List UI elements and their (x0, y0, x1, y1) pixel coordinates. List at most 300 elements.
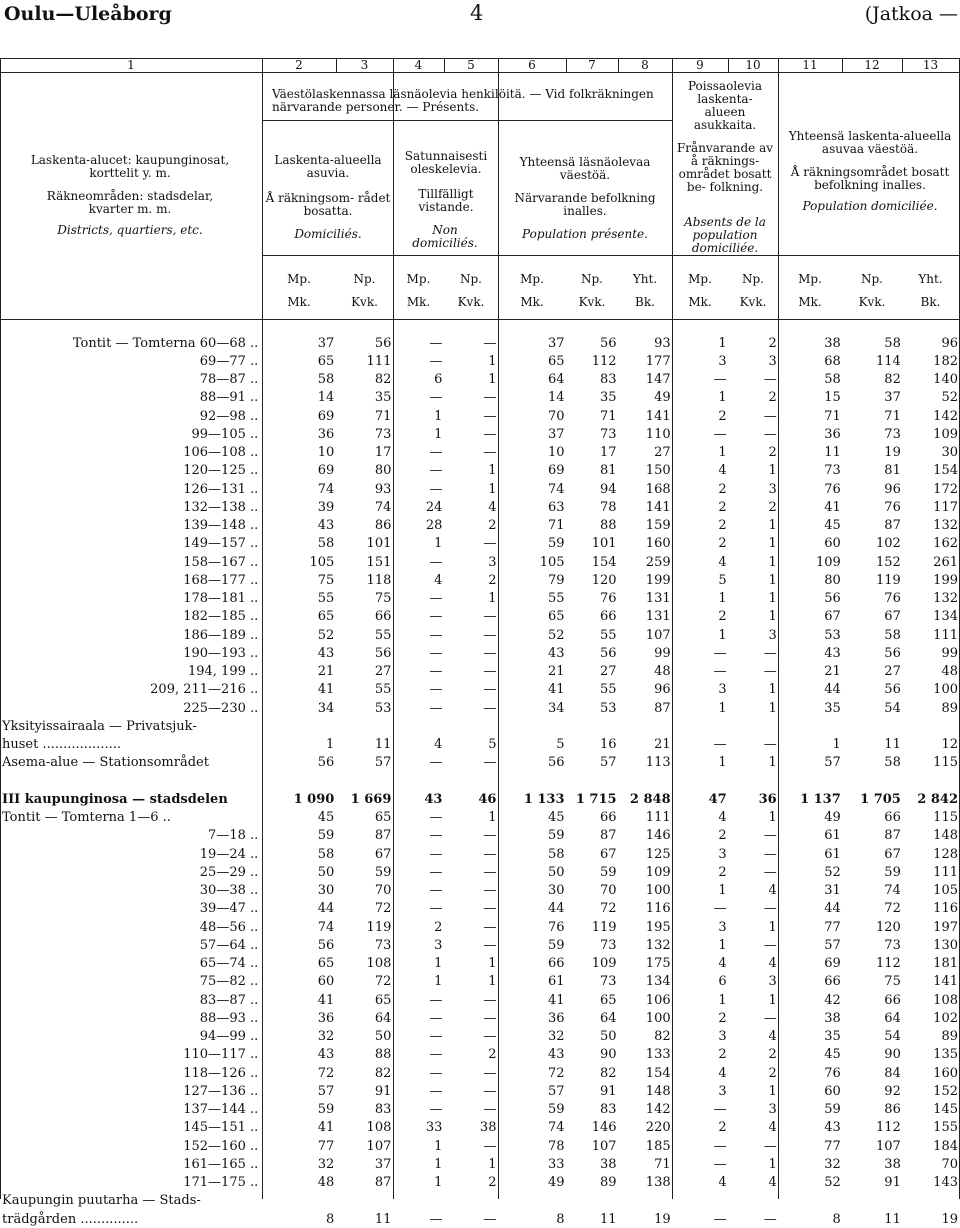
col678-sv: Närvarande befolkning inalles. (514, 191, 656, 218)
cell-value: 2 (768, 445, 777, 461)
cell-value: 35 (374, 390, 392, 406)
table-row (0, 407, 960, 425)
table-row (0, 444, 960, 462)
cell-value: 11 (884, 737, 901, 753)
cell-value: 30 (317, 883, 335, 899)
cell-value: 3 (718, 682, 727, 698)
cell-value: 1 (488, 974, 497, 990)
cell-value: — (483, 390, 497, 406)
table-row (0, 790, 960, 808)
cell-value: 154 (933, 463, 958, 479)
cell-value: 15 (824, 390, 841, 406)
table-row (0, 1210, 960, 1228)
cell-value: — (713, 1211, 727, 1227)
cell-value: 4 (718, 554, 727, 570)
cell-value: 93 (654, 335, 671, 351)
cell-value: 111 (933, 864, 958, 880)
cell-value: 38 (479, 1120, 497, 1136)
cell-value: 59 (824, 1102, 841, 1118)
cell-value: 100 (645, 1010, 671, 1026)
cell-value (336, 1192, 393, 1210)
cell-value: 36 (317, 1010, 335, 1026)
row-label: 126—131 .. (183, 481, 259, 497)
cell-value: 1 (434, 974, 443, 990)
table-row (0, 389, 960, 407)
cell-value: 1 (718, 937, 727, 953)
cell-value (336, 772, 393, 790)
cell-value: 41 (317, 992, 335, 1008)
cell-value: 182 (933, 353, 958, 369)
cell-value: 48 (654, 664, 671, 680)
cell-value: 109 (815, 554, 841, 570)
cell-value: 111 (645, 810, 671, 826)
cell-value: 1 (488, 810, 497, 826)
cell-value: 43 (547, 645, 565, 661)
cell-value: 67 (824, 609, 841, 625)
cell-value: — (483, 755, 497, 771)
cell-value: 35 (600, 390, 617, 406)
cell-value: — (429, 1029, 443, 1045)
cell-value: 3 (768, 627, 777, 643)
cell-value (843, 1192, 903, 1210)
table-row (0, 1137, 960, 1155)
cell-value: 2 (718, 609, 727, 625)
cell-value: 65 (600, 992, 617, 1008)
cell-value: 83 (600, 1102, 617, 1118)
unit-label: Mk. (520, 295, 544, 309)
cell-value: 143 (933, 1175, 958, 1191)
cell-value: 41 (317, 1120, 335, 1136)
cell-value: 109 (591, 956, 617, 972)
cell-value (619, 1192, 673, 1210)
cell-value: 91 (884, 1175, 901, 1191)
cell-value: — (713, 1138, 727, 1154)
cell-value: 8 (832, 1211, 841, 1227)
cell-value: — (483, 937, 497, 953)
cell-value: 56 (374, 645, 392, 661)
table-row (0, 480, 960, 498)
table-row (0, 736, 960, 754)
table-row (0, 699, 960, 717)
cell-value: 3 (768, 1102, 777, 1118)
cell-value: 1 (718, 883, 727, 899)
table-row (0, 1119, 960, 1137)
cell-value: 56 (317, 937, 335, 953)
cell-value: 16 (600, 737, 617, 753)
cell-value: — (713, 372, 727, 388)
cell-value: 1 (434, 426, 443, 442)
cell-value: 155 (933, 1120, 958, 1136)
table-row (0, 681, 960, 699)
cell-value: — (713, 426, 727, 442)
cell-value: — (429, 609, 443, 625)
cell-value: 114 (876, 353, 901, 369)
cell-value: 4 (768, 883, 777, 899)
row-label: 19—24 .. (199, 846, 259, 862)
cell-value: — (483, 901, 497, 917)
cell-value: 76 (600, 591, 617, 607)
cell-value: 74 (547, 481, 565, 497)
cell-value: 71 (374, 408, 392, 424)
cell-value: — (483, 1083, 497, 1099)
cell-value: — (763, 426, 777, 442)
cell-value: — (483, 645, 497, 661)
cell-value: 56 (600, 335, 617, 351)
cell-value (619, 717, 673, 735)
cell-value: 100 (645, 883, 671, 899)
cell-value: — (483, 445, 497, 461)
table-row (0, 644, 960, 662)
cell-value: 45 (824, 1047, 841, 1063)
cell-value: 4 (768, 1175, 777, 1191)
cell-value (729, 717, 779, 735)
row-label: 186—189 .. (183, 627, 259, 643)
row-label: 194, 199 .. (187, 664, 259, 680)
row-label: trädgården .............. (2, 1211, 139, 1227)
cell-value: 1 (488, 353, 497, 369)
cell-value: — (763, 1211, 777, 1227)
row-label: 182—185 .. (183, 609, 259, 625)
cell-value: 45 (317, 810, 335, 826)
cell-value: 38 (884, 1156, 901, 1172)
cell-value: 61 (824, 846, 841, 862)
row-label: 171—175 .. (183, 1175, 259, 1191)
cell-value (619, 772, 673, 790)
cell-value: 5 (488, 737, 497, 753)
cell-value: 131 (645, 609, 671, 625)
cell-value: 65 (374, 992, 392, 1008)
cell-value: 71 (654, 1156, 671, 1172)
cell-value: 87 (374, 1175, 392, 1191)
cell-value: 52 (824, 864, 841, 880)
row-label: 161—165 .. (183, 1156, 259, 1172)
cell-value: 160 (645, 536, 671, 552)
table-row (0, 1192, 960, 1210)
cell-value (673, 772, 729, 790)
cell-value: 10 (317, 445, 335, 461)
cell-value: — (429, 335, 443, 351)
cell-value: 131 (645, 591, 671, 607)
cell-value: — (483, 700, 497, 716)
cell-value: 3 (718, 1029, 727, 1045)
cell-value: — (763, 901, 777, 917)
cell-value: 1 (434, 1156, 443, 1172)
cell-value: 56 (317, 755, 335, 771)
cell-value: 41 (547, 682, 565, 698)
cell-value: — (429, 390, 443, 406)
cell-value: 48 (317, 1175, 335, 1191)
cell-value: 43 (317, 518, 335, 534)
unit-label: Mp. (406, 272, 431, 286)
cell-value: 93 (374, 481, 392, 497)
cell-value: 69 (317, 463, 335, 479)
cell-value (444, 1192, 498, 1210)
cell-value: 21 (824, 664, 841, 680)
cell-value: 64 (547, 372, 565, 388)
cell-value: 99 (654, 645, 671, 661)
cell-value: 130 (933, 937, 958, 953)
cell-value: — (429, 591, 443, 607)
col1113-sv: Å räkningsområdet bosatt befolkning inalles. (790, 165, 950, 192)
cell-value: — (429, 627, 443, 643)
cell-value: 1 133 (523, 791, 565, 807)
cell-value: — (429, 864, 443, 880)
cell-value: 2 (718, 536, 727, 552)
cell-value: — (483, 883, 497, 899)
col-number: 5 (467, 58, 475, 72)
cell-value (336, 717, 393, 735)
cell-value: 119 (366, 919, 392, 935)
cell-value: 90 (600, 1047, 617, 1063)
unit-label: Np. (353, 272, 376, 286)
row-label: 7—18 .. (208, 828, 259, 844)
cell-value: 1 (768, 1156, 777, 1172)
cell-value: 73 (374, 937, 392, 953)
cell-value: 116 (645, 901, 671, 917)
cell-value: 74 (884, 883, 901, 899)
col-number: 13 (922, 58, 939, 72)
cell-value: 2 (718, 408, 727, 424)
cell-value: 1 (434, 408, 443, 424)
cell-value: — (483, 426, 497, 442)
col23-fi: Laskenta-alueella asuvia. (274, 153, 382, 180)
cell-value: — (429, 992, 443, 1008)
cell-value: 55 (317, 591, 335, 607)
cell-value: 145 (933, 1102, 958, 1118)
cell-value: 66 (547, 956, 565, 972)
table-row (0, 462, 960, 480)
cell-value: 1 (768, 463, 777, 479)
cell-value: 50 (374, 1029, 392, 1045)
cell-value: 56 (374, 335, 392, 351)
cell-value (393, 1192, 444, 1210)
table-row (0, 535, 960, 553)
cell-value: 59 (317, 1102, 335, 1118)
cell-value: 2 848 (629, 791, 671, 807)
cell-value: 184 (933, 1138, 958, 1154)
row-label: 106—108 .. (183, 445, 259, 461)
cell-value (673, 717, 729, 735)
table-row (0, 1101, 960, 1119)
cell-value: 70 (547, 408, 565, 424)
cell-value: 2 (718, 499, 727, 515)
cell-value: 61 (824, 828, 841, 844)
cell-value: 58 (317, 536, 335, 552)
cell-value: 52 (941, 390, 958, 406)
row-label: 152—160 .. (183, 1138, 259, 1154)
cell-value: 4 (768, 1120, 777, 1136)
cell-value: 76 (824, 1065, 841, 1081)
cell-value: 6 (434, 372, 443, 388)
table-row (0, 608, 960, 626)
cell-value: 152 (876, 554, 901, 570)
table-row (0, 663, 960, 681)
cell-value (262, 717, 336, 735)
cell-value: 67 (884, 846, 901, 862)
cell-value: 181 (933, 956, 958, 972)
cell-value: 4 (718, 956, 727, 972)
cell-value: 60 (824, 536, 841, 552)
table-row (0, 936, 960, 954)
cell-value: 135 (933, 1047, 958, 1063)
cell-value: 55 (547, 591, 565, 607)
cell-value: 64 (884, 1010, 901, 1026)
cell-value: 2 (488, 518, 497, 534)
cell-value: 57 (374, 755, 392, 771)
unit-label: Kvk. (739, 295, 767, 309)
cell-value: 72 (317, 1065, 335, 1081)
cell-value: 100 (933, 682, 958, 698)
cell-value: 49 (547, 1175, 565, 1191)
unit-label: Np. (581, 272, 603, 286)
col1-fi: Laskenta-alucet: kaupunginosat, korttelit y. m. (30, 153, 230, 180)
cell-value: 19 (654, 1211, 671, 1227)
cell-value: 56 (884, 682, 901, 698)
cell-value: 66 (600, 810, 617, 826)
unit-label: Mp. (287, 272, 311, 286)
table-row (0, 1064, 960, 1082)
cell-value: 52 (824, 1175, 841, 1191)
cell-value: 69 (824, 956, 841, 972)
cell-value: 34 (317, 700, 335, 716)
cell-value: — (483, 664, 497, 680)
cell-value: 1 (488, 463, 497, 479)
row-label: 83—87 .. (199, 992, 259, 1008)
unit-label: Bk. (920, 295, 941, 309)
cell-value: 91 (600, 1083, 617, 1099)
cell-value: 71 (824, 408, 841, 424)
cell-value: 82 (374, 372, 392, 388)
left-title: Oulu—Uleåborg (4, 3, 172, 25)
table-row (0, 863, 960, 881)
cell-value: 59 (547, 937, 565, 953)
cell-value: 102 (876, 536, 901, 552)
cell-value: — (483, 682, 497, 698)
cell-value: 109 (645, 864, 671, 880)
cell-value: 106 (645, 992, 671, 1008)
cell-value: 49 (654, 390, 671, 406)
row-label: 145—151 .. (183, 1120, 259, 1136)
cell-value: — (483, 627, 497, 643)
row-label: 92—98 .. (199, 408, 259, 424)
cell-value: 21 (547, 664, 565, 680)
cell-value: 2 (718, 1010, 727, 1026)
cell-value: 3 (718, 353, 727, 369)
cell-value: 56 (547, 755, 565, 771)
cell-value: 1 (718, 627, 727, 643)
cell-value: 115 (933, 810, 958, 826)
cell-value: — (713, 1156, 727, 1172)
cell-value: — (713, 645, 727, 661)
cell-value: 80 (824, 572, 841, 588)
cell-value: 17 (600, 445, 617, 461)
cell-value: — (483, 1010, 497, 1026)
row-label: 25—29 .. (199, 864, 259, 880)
cell-value: 27 (374, 664, 392, 680)
cell-value: 87 (374, 828, 392, 844)
cell-value: 70 (374, 883, 392, 899)
cell-value: 65 (317, 353, 335, 369)
cell-value: 19 (941, 1211, 958, 1227)
table-row (0, 334, 960, 352)
cell-value: 37 (317, 335, 335, 351)
cell-value: 175 (645, 956, 671, 972)
cell-value: 1 (434, 536, 443, 552)
cell-value: 46 (478, 791, 497, 807)
cell-value: — (429, 1102, 443, 1118)
cell-value: 94 (600, 481, 617, 497)
cell-value: — (713, 664, 727, 680)
cell-value: 66 (824, 974, 841, 990)
col-number: 4 (414, 58, 423, 72)
cell-value: 68 (824, 353, 841, 369)
cell-value: 1 (768, 810, 777, 826)
table-row (0, 973, 960, 991)
cell-value: 82 (374, 1065, 392, 1081)
cell-value: 55 (374, 682, 392, 698)
cell-value: 56 (824, 591, 841, 607)
cell-value: — (429, 554, 443, 570)
cell-value: 70 (600, 883, 617, 899)
cell-value: 27 (884, 664, 901, 680)
cell-value: — (429, 463, 443, 479)
cell-value: 43 (824, 1120, 841, 1136)
cell-value: — (713, 737, 727, 753)
cell-value: 101 (591, 536, 617, 552)
cell-value: 3 (768, 353, 777, 369)
cell-value: 2 (768, 335, 777, 351)
cell-value: 1 (768, 682, 777, 698)
cell-value: 58 (547, 846, 565, 862)
unit-label: Kvk. (351, 295, 378, 309)
cell-value (567, 772, 619, 790)
cell-value: 8 (326, 1211, 335, 1227)
cell-value: 154 (591, 554, 617, 570)
col-number: 6 (528, 58, 536, 72)
cell-value: 27 (600, 664, 617, 680)
cell-value: 6 (718, 974, 727, 990)
cell-value: 78 (547, 1138, 565, 1154)
cell-value: 1 (718, 992, 727, 1008)
cell-value: 55 (600, 627, 617, 643)
cell-value: — (483, 1029, 497, 1045)
cell-value: 65 (547, 609, 565, 625)
cell-value: — (483, 609, 497, 625)
cell-value: 71 (547, 518, 565, 534)
cell-value: — (429, 1010, 443, 1026)
row-label: 168—177 .. (183, 572, 259, 588)
cell-value: 2 (768, 1047, 777, 1063)
table-row (0, 626, 960, 644)
cell-value: 30 (547, 883, 565, 899)
cell-value: 108 (366, 956, 392, 972)
cell-value: 132 (933, 591, 958, 607)
cell-value: 99 (941, 645, 958, 661)
cell-value: 58 (884, 755, 901, 771)
cell-value: 28 (425, 518, 443, 534)
cell-value: 54 (884, 700, 901, 716)
row-label: 69—77 .. (199, 353, 259, 369)
col45-fi: Satunnaisesti oleskelevia. (404, 149, 488, 176)
cell-value: 65 (317, 956, 335, 972)
cell-value: 49 (824, 810, 841, 826)
cell-value: 45 (824, 518, 841, 534)
row-label: 132—138 .. (183, 499, 259, 515)
cell-value: 148 (645, 1083, 671, 1099)
cell-value: 33 (547, 1156, 565, 1172)
cell-value: — (763, 1138, 777, 1154)
table-row (0, 845, 960, 863)
